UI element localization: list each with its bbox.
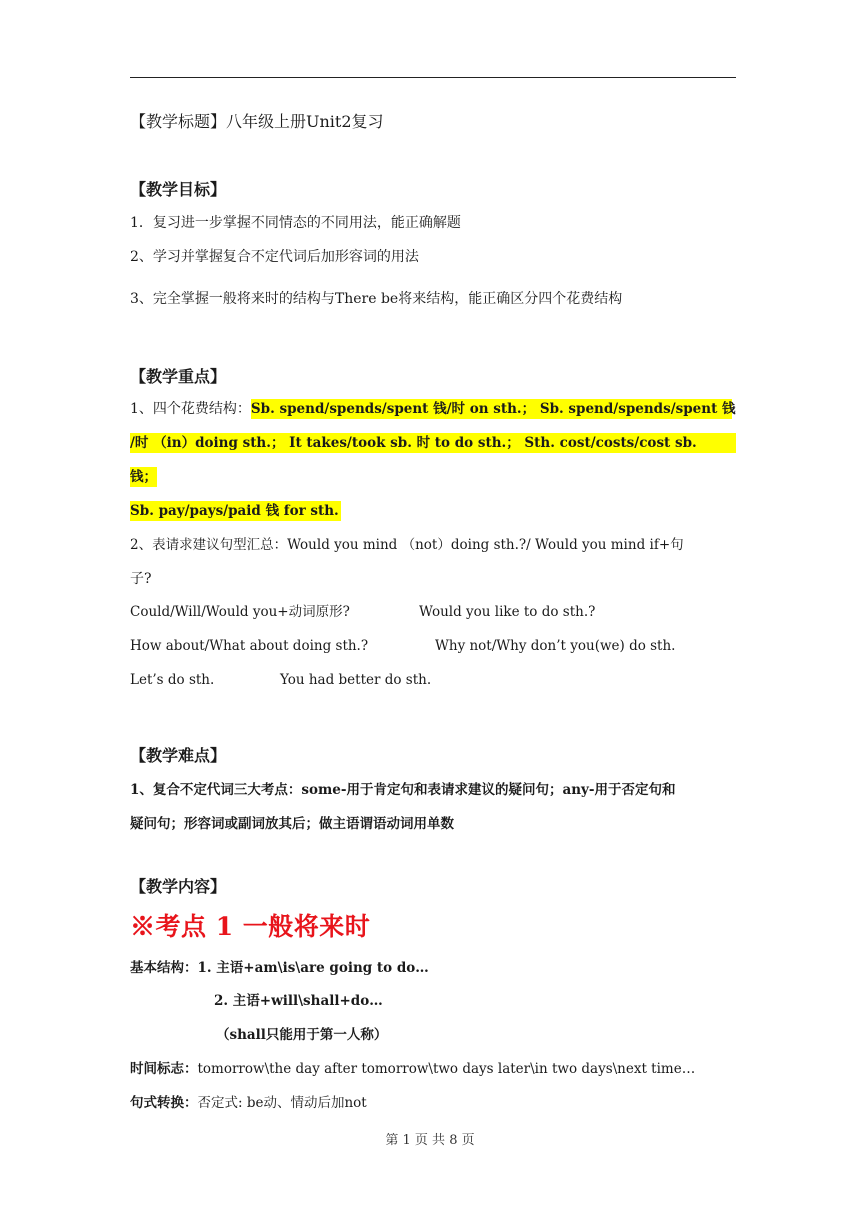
objective-item-2: 2、学习并掌握复合不定代词后加形容词的用法 xyxy=(130,249,419,265)
pattern-how-about: How about/What about doing sth.? xyxy=(130,638,369,654)
sentence-transform-line xyxy=(130,1093,367,1113)
time-markers-label: 时间标志： xyxy=(130,1061,198,1077)
sentence-transform-text: 否定式: be动、情动后加not xyxy=(197,1095,367,1111)
lesson-title: 【教学标题】八年级上册Unit2复习 xyxy=(130,112,384,131)
objectives-heading: 【教学目标】 xyxy=(130,180,227,199)
spend-structures-prefix: 1、四个花费结构： xyxy=(130,401,251,417)
content-heading: 【教学内容】 xyxy=(130,877,227,896)
pattern-had-better: You had better do sth. xyxy=(280,672,432,688)
spend-structures-line-4: Sb. pay/pays/paid 钱 for sth. xyxy=(130,503,339,519)
request-patterns-line-1: 2、表请求建议句型汇总：Would you mind （not）doing sth.?/ Would you mind if+句 xyxy=(130,537,684,553)
pattern-lets-do: Let’s do sth. xyxy=(130,672,215,688)
header-rule xyxy=(130,77,736,78)
spend-structures-line-1 xyxy=(130,399,736,419)
key-points-heading: 【教学重点】 xyxy=(130,367,227,386)
page-footer: 第 1 页 共 8 页 xyxy=(385,1133,475,1148)
structure-shall-note: （shall只能用于第一人称） xyxy=(216,1027,388,1043)
structure-going-to: 1. 主语+am\is\are going to do… xyxy=(197,960,429,976)
pattern-could-will-would: Could/Will/Would you+动词原形? xyxy=(130,604,350,620)
pattern-would-you-like: Would you like to do sth.? xyxy=(419,604,596,620)
difficulty-line-1: 1、复合不定代词三大考点：some-用于肯定句和表请求建议的疑问句；any-用于否定句和 xyxy=(130,782,676,798)
spend-structures-highlight-1: Sb. spend/spends/spent 钱/时 on sth.； Sb. spend/spends/spent 钱 xyxy=(250,401,736,417)
spend-structures-line-2: /时 （in）doing sth.； It takes/took sb. 时 to do sth.； Sth. cost/costs/cost sb. xyxy=(130,433,736,453)
time-markers-words: tomorrow\the day after tomorrow\two days later\in two days\next time… xyxy=(197,1061,696,1077)
objective-item-3: 3、完全掌握一般将来时的结构与There be将来结构，能正确区分四个花费结构 xyxy=(130,291,623,307)
pattern-why-not: Why not/Why don’t you(we) do sth. xyxy=(435,638,676,654)
structure-will-shall: 2. 主语+will\shall+do… xyxy=(214,993,383,1009)
sentence-transform-label: 句式转换： xyxy=(130,1095,198,1111)
request-patterns-line-2: 子? xyxy=(130,571,152,587)
topic-future-tense: ※考点 1 一般将来时 xyxy=(130,912,371,941)
objective-item-1: 1．复习进一步掌握不同情态的不同用法，能正确解题 xyxy=(130,215,461,231)
basic-structure-line xyxy=(130,958,429,978)
difficulty-line-2: 疑问句；形容词或副词放其后；做主语谓语动词用单数 xyxy=(130,816,454,832)
basic-structure-label: 基本结构： xyxy=(130,960,198,976)
spend-structures-line-3: 钱； xyxy=(130,469,157,485)
difficulties-heading: 【教学难点】 xyxy=(130,746,227,765)
time-markers-line xyxy=(130,1059,695,1079)
